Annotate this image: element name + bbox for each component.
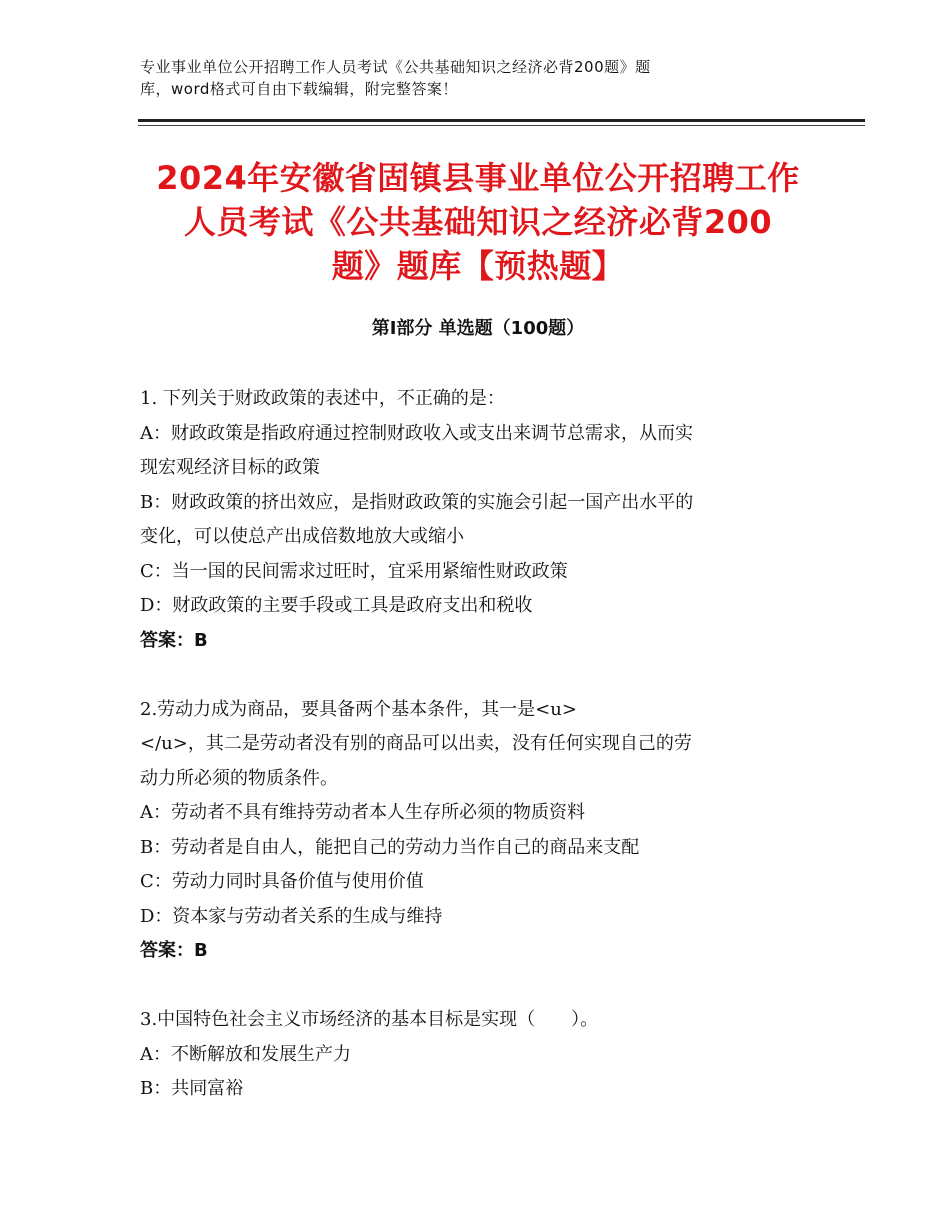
question-stem: 3.中国特色社会主义市场经济的基本目标是实现（ ）。 bbox=[140, 1009, 599, 1030]
section-heading: 第Ⅰ部分 单选题（100题） bbox=[371, 318, 585, 339]
option-text: B：劳动者是自由人，能把自己的劳动力当作自己的商品来支配 bbox=[140, 836, 640, 858]
option-text: 变化，可以使总产出成倍数地放大或缩小 bbox=[140, 526, 464, 547]
title-line: 2024年安徽省固镇县事业单位公开招聘工作 bbox=[156, 159, 800, 197]
header-note-line: 专业事业单位公开招聘工作人员考试《公共基础知识之经济必背200题》题 bbox=[140, 58, 651, 76]
option-text: D：资本家与劳动者关系的生成与维持 bbox=[140, 905, 443, 927]
document-title bbox=[138, 156, 818, 288]
option-text: C：当一国的民间需求过旺时，宜采用紧缩性财政政策 bbox=[140, 560, 568, 582]
header-note-line: 库，word格式可自由下载编辑，附完整答案！ bbox=[140, 80, 458, 98]
question-stem: 1. 下列关于财政政策的表述中，不正确的是： bbox=[140, 388, 505, 409]
option-text: A：财政政策是指政府通过控制财政收入或支出来调节总需求，从而实 bbox=[140, 422, 693, 444]
option-text: 现宏观经济目标的政策 bbox=[140, 457, 320, 478]
option-text: D：财政政策的主要手段或工具是政府支出和税收 bbox=[140, 595, 533, 616]
answer-text: 答案：B bbox=[140, 629, 208, 651]
option-text: A：不断解放和发展生产力 bbox=[140, 1043, 351, 1065]
question-stem: </u>，其二是劳动者没有别的商品可以出卖，没有任何实现自己的劳 bbox=[140, 733, 692, 754]
answer-text: 答案：B bbox=[140, 940, 208, 961]
question-list bbox=[140, 382, 820, 1107]
title-line: 题》题库【预热题】 bbox=[331, 247, 625, 285]
header-divider-thick bbox=[138, 119, 865, 122]
option-text: A：劳动者不具有维持劳动者本人生存所必须的物质资料 bbox=[140, 802, 585, 823]
option-text: C：劳动力同时具备价值与使用价值 bbox=[140, 871, 424, 892]
question-spacer bbox=[140, 969, 820, 1004]
question-stem: 2.劳动力成为商品，要具备两个基本条件，其一是<u> bbox=[140, 698, 577, 720]
title-line: 人员考试《公共基础知识之经济必背200 bbox=[183, 203, 773, 241]
question-spacer bbox=[140, 658, 820, 693]
header-divider-thin bbox=[138, 125, 865, 126]
header-note bbox=[140, 56, 780, 100]
option-text: B：共同富裕 bbox=[140, 1078, 244, 1099]
question-stem: 动力所必须的物质条件。 bbox=[140, 767, 338, 789]
option-text: B：财政政策的挤出效应，是指财政政策的实施会引起一国产出水平的 bbox=[140, 491, 694, 513]
